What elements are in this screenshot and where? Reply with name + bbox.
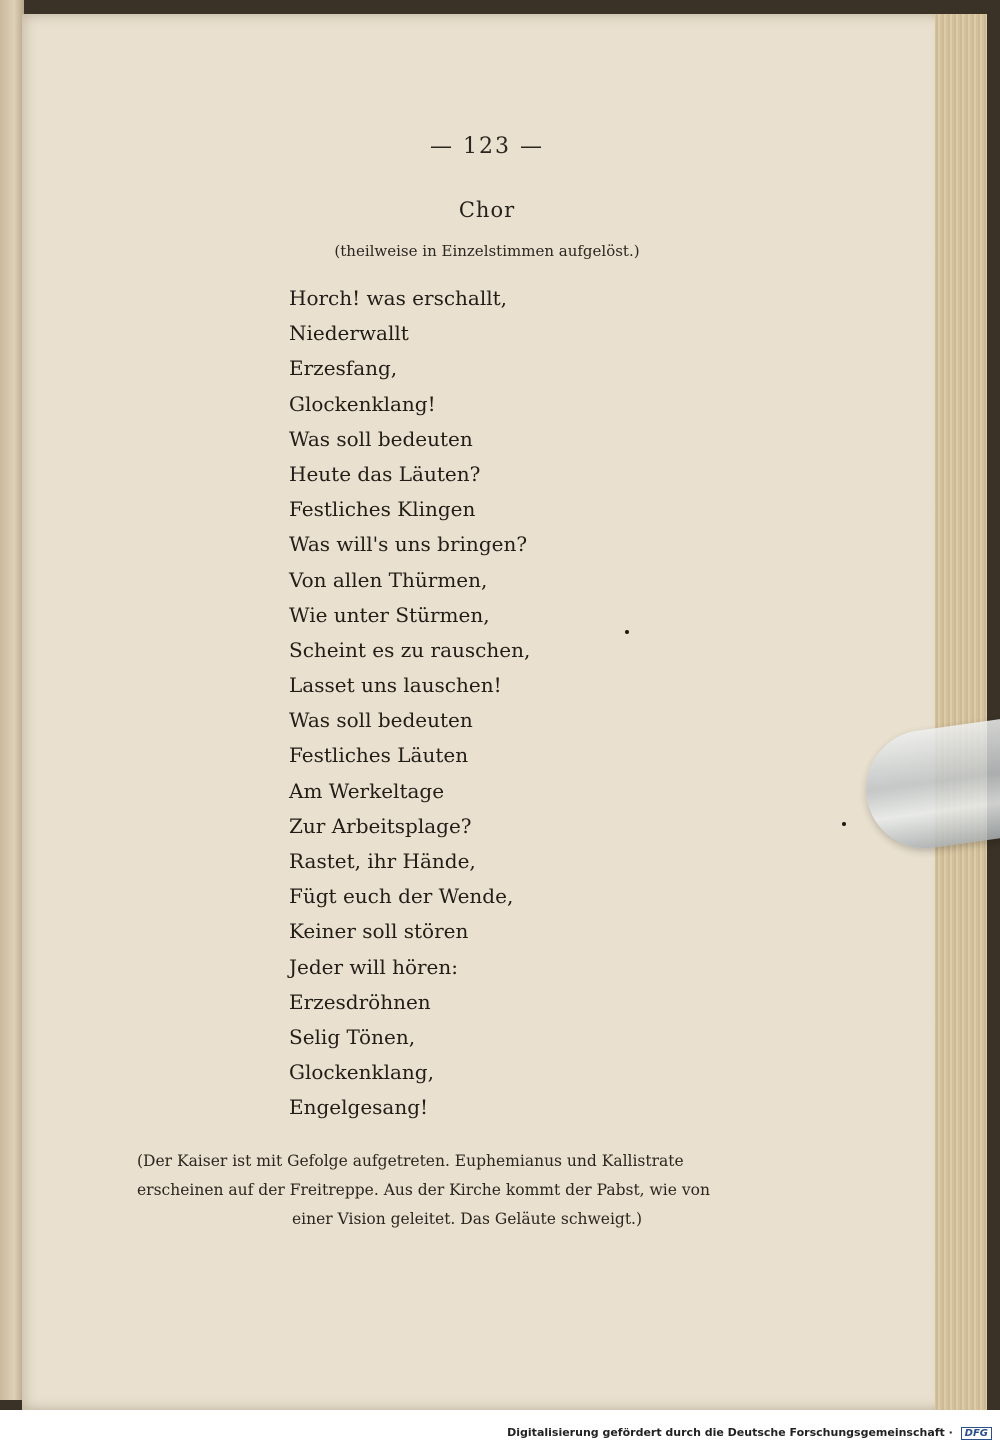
verse-line: Fügt euch der Wende, bbox=[289, 884, 514, 909]
verse-line: Was soll bedeuten bbox=[289, 426, 473, 451]
verse-line: Wie unter Stürmen, bbox=[289, 602, 490, 627]
verse-line: Festliches Klingen bbox=[289, 497, 476, 522]
footer-bar bbox=[0, 1410, 1000, 1444]
book-page bbox=[22, 14, 952, 1410]
verse-line: Jeder will hören: bbox=[289, 954, 459, 979]
verse-line: Was soll bedeuten bbox=[289, 708, 473, 733]
verse-line: Von allen Thürmen, bbox=[289, 567, 488, 592]
closing-line: (Der Kaiser ist mit Gefolge aufgetreten. Euphemianus und Kallistrate bbox=[137, 1152, 684, 1170]
verse-line: Am Werkeltage bbox=[289, 778, 445, 803]
ink-speck bbox=[842, 822, 846, 826]
verse-line: Niederwallt bbox=[289, 321, 409, 346]
page-number: — 123 — bbox=[430, 134, 544, 159]
page-stack-edge bbox=[935, 14, 987, 1410]
section-heading: Chor bbox=[458, 198, 516, 222]
verse-line: Rastet, ihr Hände, bbox=[289, 849, 476, 873]
facing-page-edge bbox=[0, 0, 24, 1400]
verse-line: Lasset uns lauschen! bbox=[289, 673, 502, 698]
verse-line: Engelgesang! bbox=[289, 1095, 429, 1120]
verse-line: Erzesfang, bbox=[289, 356, 398, 381]
verse-line: Was will's uns bringen? bbox=[289, 532, 528, 557]
verse-line: Festliches Läuten bbox=[289, 743, 469, 768]
verse-line: Scheint es zu rauschen, bbox=[289, 637, 531, 662]
stage-direction: (theilweise in Einzelstimmen aufgelöst.) bbox=[334, 242, 640, 260]
closing-stage-direction bbox=[137, 1147, 797, 1234]
digitization-credit bbox=[507, 1426, 992, 1440]
verse-line: Keiner soll stören bbox=[289, 919, 469, 944]
credit-text: Digitalisierung gefördert durch die Deutsche Forschungsgemeinschaft · bbox=[507, 1426, 953, 1439]
verse-line: Horch! was erschallt, bbox=[289, 286, 508, 310]
verse-line: Glockenklang! bbox=[289, 391, 436, 416]
verse-line: Heute das Läuten? bbox=[289, 461, 481, 486]
verse-line: Glockenklang, bbox=[289, 1060, 434, 1085]
closing-line: erscheinen auf der Freitreppe. Aus der Kirche kommt der Pabst, wie von bbox=[137, 1181, 710, 1199]
dfg-logo: DFG bbox=[961, 1427, 992, 1440]
closing-line: einer Vision geleitet. Das Geläute schweigt.) bbox=[291, 1210, 643, 1228]
verse-line: Zur Arbeitsplage? bbox=[289, 813, 472, 838]
verse-line: Selig Tönen, bbox=[289, 1024, 416, 1049]
ink-speck bbox=[625, 630, 629, 634]
verse-block bbox=[289, 281, 530, 1126]
verse-line: Erzesdröhnen bbox=[289, 989, 431, 1014]
